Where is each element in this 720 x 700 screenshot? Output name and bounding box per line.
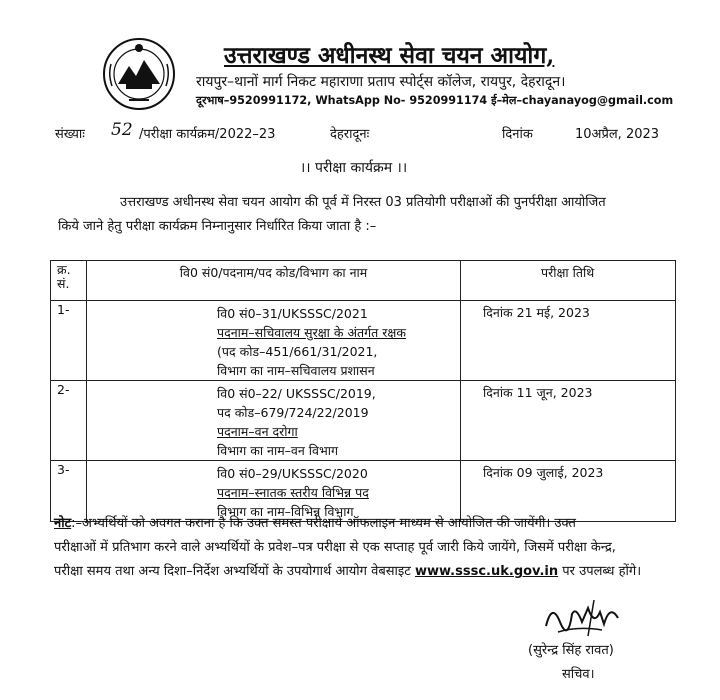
row-details bbox=[87, 381, 461, 461]
department-name: विभाग का नाम–विभिन्न विभाग bbox=[217, 504, 354, 519]
table-row bbox=[51, 301, 676, 381]
website-link[interactable]: www.sssc.uk.gov.in bbox=[414, 564, 559, 579]
note-line bbox=[54, 512, 679, 536]
row-serial-number: 2- bbox=[51, 381, 87, 461]
note-line: परीक्षाओं में प्रतिभाग करने वाले अभ्यर्थियों के प्रवेश–पत्र परीक्षा से एक सप्ताह पूर्व जारी किये जायेंगे, जिसमें परीक्षा केन्द्र, bbox=[54, 540, 616, 555]
advertisement-number: वि0 सं0–22/ UKSSSC/2019, bbox=[217, 386, 376, 401]
header-exam-date: परीक्षा तिथि bbox=[461, 261, 676, 301]
note-line bbox=[54, 560, 679, 584]
row-serial-number: 1- bbox=[51, 301, 87, 381]
note-paragraph bbox=[54, 512, 679, 584]
row-details bbox=[87, 301, 461, 381]
intro-paragraph bbox=[58, 191, 670, 239]
intro-line: उत्तराखण्ड अधीनस्थ सेवा चयन आयोग की पूर्व में निरस्त 03 प्रतियोगी परीक्षाओं की पुनर्परीक्षा आयोजित bbox=[120, 195, 606, 210]
note-label: नोट bbox=[54, 516, 72, 531]
advertisement-number: वि0 सं0–31/UKSSSC/2021 bbox=[217, 306, 368, 321]
row-exam-date: दिनांक 11 जून, 2023 bbox=[461, 381, 676, 461]
organization-address: रायपुर–थानों मार्ग निकट महाराणा प्रताप स्पोर्ट्स कॉलेज, रायपुर, देहरादून। bbox=[196, 74, 566, 90]
post-name: पदनाम–स्नातक स्तरीय विभिन्न पद bbox=[217, 485, 369, 500]
row-serial-number: 3- bbox=[51, 461, 87, 522]
reference-number-value: 52 bbox=[111, 120, 133, 140]
organization-name: उत्तराखण्ड अधीनस्थ सेवा चयन आयोग, bbox=[224, 42, 555, 69]
note-text: :–अभ्यर्थियों को अवगत कराना है कि उक्त समस्त परीक्षायें ऑफलाइन माध्यम से आयोजित की जायेंगी। उक्त bbox=[71, 516, 576, 531]
reference-date-value: 10अप्रैल, 2023 bbox=[575, 127, 660, 142]
organization-contact: दूरभाष–9520991172, WhatsApp No- 9520991174 ई–मेल–chayanayog@gmail.com bbox=[196, 94, 674, 107]
post-code: पद कोड–679/724/22/2019 bbox=[217, 405, 369, 420]
reference-number-label: संख्याः bbox=[55, 127, 85, 142]
header-details: वि0 सं0/पदनाम/पद कोड/विभाग का नाम bbox=[87, 261, 461, 301]
row-exam-date: दिनांक 21 मई, 2023 bbox=[461, 301, 676, 381]
department-name: विभाग का नाम–वन विभाग bbox=[217, 443, 339, 458]
reference-date-label: दिनांक bbox=[502, 127, 533, 142]
note-text: परीक्षा समय तथा अन्य दिशा–निर्देश अभ्यर्थियों के उपयोगार्थ आयोग वेबसाइट bbox=[54, 564, 415, 579]
post-code: (पद कोड–451/661/31/2021, bbox=[217, 344, 378, 359]
department-name: विभाग का नाम–सचिवालय प्रशासन bbox=[217, 363, 375, 378]
table-row bbox=[51, 381, 676, 461]
table-header-row bbox=[51, 261, 676, 301]
row-exam-date: दिनांक 09 जुलाई, 2023 bbox=[461, 461, 676, 522]
exam-schedule-table bbox=[50, 260, 676, 522]
intro-line: किये जाने हेतु परीक्षा कार्यक्रम निम्नानुसार निर्धारित किया जाता है :– bbox=[58, 219, 377, 234]
reference-number-suffix: /परीक्षा कार्यक्रम/2022–23 bbox=[139, 127, 276, 142]
document-title: ।। परीक्षा कार्यक्रम ।। bbox=[300, 160, 408, 176]
signatory-name: (सुरेन्द्र सिंह रावत) bbox=[528, 643, 614, 658]
post-name: पदनाम–सचिवालय सुरक्षा के अंतर्गत रक्षक bbox=[217, 325, 406, 340]
advertisement-number: वि0 सं0–29/UKSSSC/2020 bbox=[217, 466, 368, 481]
note-text: पर उपलब्ध होंगे। bbox=[558, 564, 642, 579]
handwritten-signature-icon bbox=[538, 596, 628, 644]
reference-place: देहरादूनः bbox=[330, 127, 370, 142]
signatory-designation: सचिव। bbox=[562, 667, 595, 682]
header-serial-number: क्र. सं. bbox=[51, 261, 87, 301]
post-name: पदनाम–वन दरोगा bbox=[217, 424, 298, 439]
reference-line bbox=[55, 120, 665, 144]
commission-seal-emblem-icon bbox=[96, 36, 182, 112]
